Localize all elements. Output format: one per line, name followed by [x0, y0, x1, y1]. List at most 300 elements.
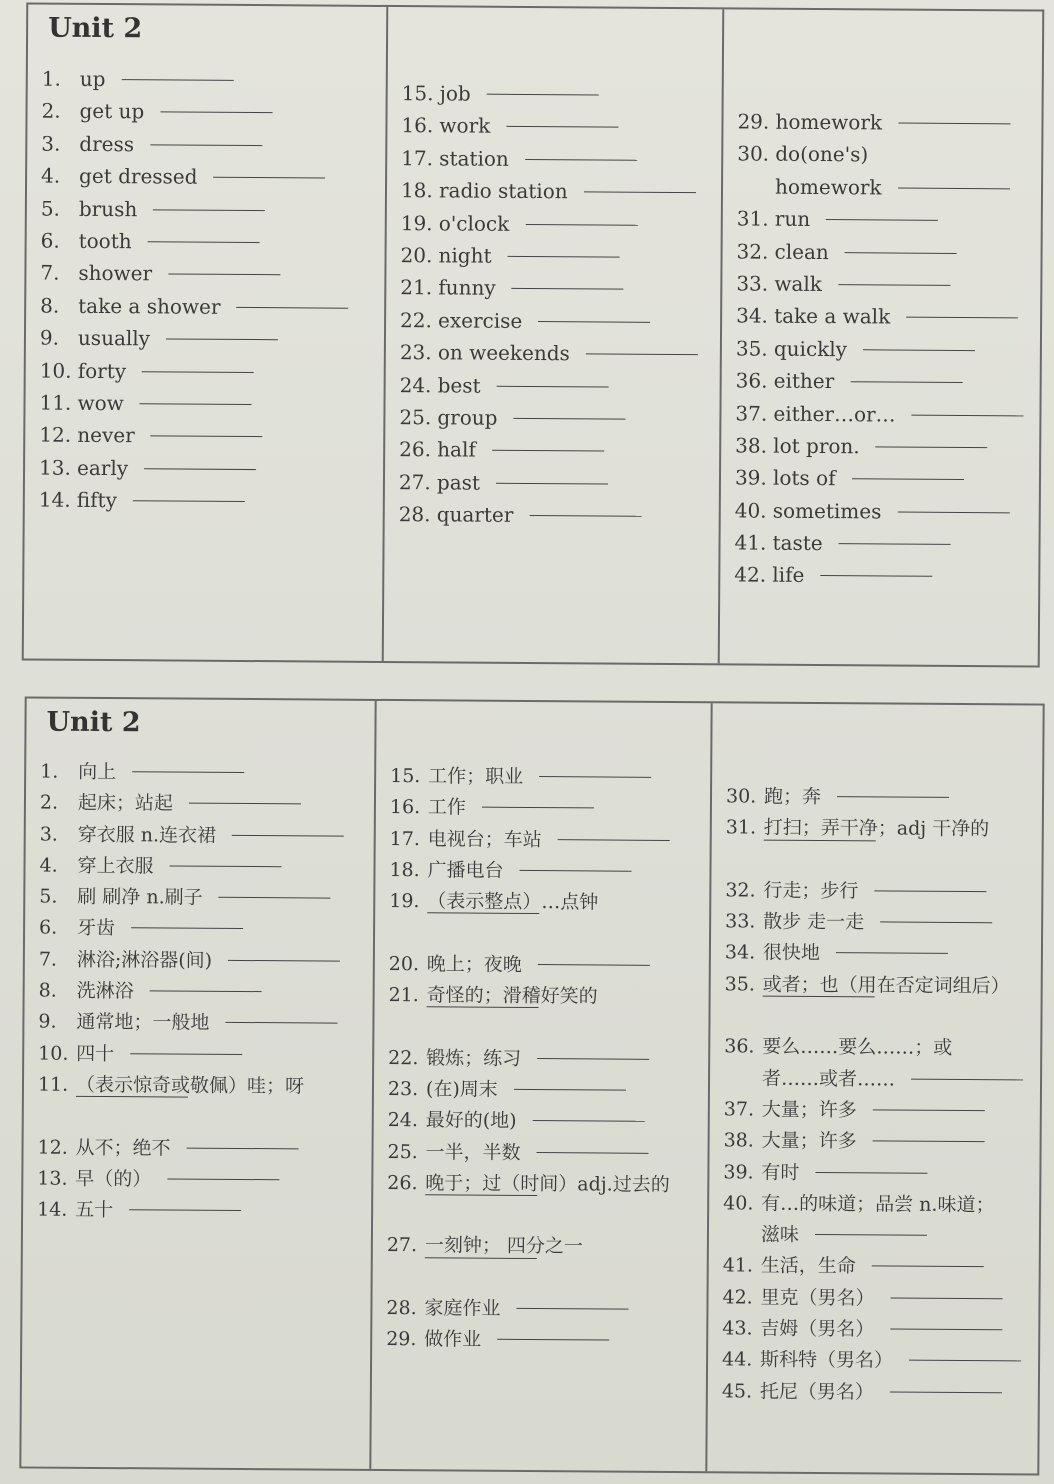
item-word: 最好的(地) [425, 1109, 517, 1133]
answer-blank[interactable] [133, 499, 245, 502]
item-word: o'clock [438, 210, 510, 236]
item-word: past [436, 470, 481, 495]
vocab-item [39, 976, 365, 1010]
vocab-item [389, 855, 701, 888]
vocab-item [725, 969, 1033, 1002]
answer-blank[interactable] [891, 1296, 1003, 1299]
item-word: 通常地；一般地 [76, 1011, 210, 1035]
item-word: 晚于；过（时间）adj.过去的 [425, 1172, 670, 1196]
item-number: 30. [725, 785, 757, 808]
vocab-item [399, 433, 711, 468]
answer-blank[interactable] [219, 896, 331, 899]
item-word: night [438, 243, 492, 268]
item-word: best [437, 372, 481, 398]
vocab-item [735, 429, 1031, 463]
answer-blank[interactable] [189, 802, 301, 805]
item-number: 3. [39, 823, 58, 846]
column-1 [24, 4, 387, 660]
answer-blank[interactable] [225, 1021, 337, 1024]
vocab-item [390, 792, 702, 825]
vocab-item [735, 494, 1031, 528]
answer-blank[interactable] [236, 306, 348, 309]
item-word: 要么……要么……；或 [762, 1035, 953, 1060]
answer-blank[interactable] [166, 338, 278, 341]
item-word: 大量；许多 [761, 1098, 857, 1122]
vocab-item [725, 875, 1033, 908]
item-word: 淋浴;淋浴器(间) [76, 948, 213, 972]
item-word: group [437, 405, 498, 430]
item-number: 35. [724, 973, 756, 996]
item-word: 一半，半数 [425, 1140, 521, 1164]
item-word: clean [774, 239, 829, 264]
vocab-item [40, 788, 366, 822]
answer-blank[interactable] [558, 838, 670, 841]
vocab-item [388, 1043, 700, 1076]
answer-blank[interactable] [142, 370, 254, 373]
answer-blank[interactable] [836, 952, 948, 955]
item-word: 斯科特（男名） [760, 1348, 894, 1372]
item-number: 39. [734, 465, 767, 490]
answer-blank[interactable] [516, 1307, 628, 1310]
answer-blank[interactable] [826, 218, 938, 221]
unit-title: Unit 2 [48, 12, 143, 45]
item-word: quarter [436, 502, 514, 527]
answer-blank[interactable] [537, 1151, 649, 1154]
item-number: 12. [39, 422, 72, 448]
item-number: 29. [386, 1328, 417, 1351]
answer-blank[interactable] [874, 889, 986, 892]
item-number: 1. [40, 760, 59, 783]
item-word: 行走；步行 [763, 879, 859, 903]
item-word: dress [79, 131, 135, 156]
item-word: 早（的） [75, 1167, 152, 1191]
answer-blank[interactable] [514, 417, 626, 420]
column-2 [382, 7, 723, 663]
column-2 [369, 701, 710, 1471]
vocab-item [734, 526, 1030, 560]
vocab-item [724, 1000, 1032, 1033]
english-word-panel [22, 2, 1045, 667]
vocab-item [41, 160, 377, 195]
item-number: 35. [735, 336, 768, 361]
item-number: 1. [41, 66, 61, 91]
vocab-item [39, 484, 375, 519]
answer-blank[interactable] [906, 316, 1018, 319]
answer-blank[interactable] [815, 1233, 927, 1236]
item-number: 28. [398, 502, 431, 527]
item-word: walk [774, 271, 823, 296]
answer-blank[interactable] [820, 574, 932, 577]
item-word: run [774, 206, 811, 232]
answer-blank[interactable] [497, 1338, 609, 1341]
item-number: 20. [400, 243, 433, 268]
vocab-item [389, 980, 701, 1013]
answer-blank[interactable] [187, 1146, 299, 1149]
item-number: 6. [40, 228, 60, 253]
item-number: 2. [39, 791, 59, 814]
vocab-item [399, 498, 711, 533]
item-word: early [76, 455, 129, 480]
item-word: 做作业 [424, 1328, 482, 1351]
answer-blank[interactable] [897, 510, 1009, 513]
answer-blank[interactable] [140, 402, 252, 405]
answer-blank[interactable] [148, 240, 260, 243]
vocab-item [722, 1313, 1030, 1346]
vocab-item [40, 257, 376, 292]
item-word: 打扫；弄干净；adj 干净的 [763, 816, 990, 841]
vocab-item [400, 336, 712, 371]
item-number: 19. [389, 890, 420, 913]
item-word: 大量；许多 [761, 1129, 857, 1153]
item-word: 者……或者…… [761, 1067, 896, 1091]
answer-blank[interactable] [160, 111, 272, 114]
unit-title: Unit 2 [46, 706, 141, 739]
item-word: 从不；绝不 [75, 1136, 171, 1160]
item-number: 23. [399, 340, 432, 365]
vocab-item [388, 1074, 700, 1107]
answer-blank[interactable] [533, 1119, 645, 1122]
answer-blank[interactable] [514, 1088, 626, 1091]
answer-blank[interactable] [584, 191, 696, 194]
answer-blank[interactable] [168, 273, 280, 276]
answer-blank[interactable] [872, 1265, 984, 1268]
answer-blank[interactable] [487, 93, 599, 96]
vocab-item [737, 203, 1033, 237]
item-number: 7. [40, 260, 60, 286]
answer-blank[interactable] [167, 1177, 279, 1180]
answer-blank[interactable] [839, 542, 951, 545]
item-number: 21. [400, 275, 433, 300]
vocab-item [722, 1282, 1030, 1315]
answer-blank[interactable] [512, 287, 624, 290]
item-number: 24. [387, 1109, 419, 1132]
answer-blank[interactable] [876, 445, 988, 448]
item-number: 34. [724, 941, 756, 965]
vocab-item [40, 757, 366, 791]
item-word: forty [77, 358, 127, 383]
item-number: 8. [38, 979, 57, 1002]
vocab-item [39, 419, 375, 454]
item-number: 25. [399, 404, 432, 430]
vocab-item [400, 271, 712, 306]
item-number: 36. [724, 1035, 755, 1058]
item-word: 工作；职业 [428, 765, 524, 788]
item-number: 5. [39, 885, 58, 908]
item-word: 很快地 [762, 942, 821, 965]
item-word: 电视台；车站 [427, 827, 542, 851]
item-number: 42. [722, 1286, 753, 1309]
item-word: 有…的味道；品尝 n.味道； [761, 1192, 995, 1217]
answer-blank[interactable] [873, 1140, 985, 1143]
vocab-item [387, 1199, 699, 1232]
item-number: 6. [39, 917, 58, 940]
item-word: lot pron. [773, 433, 860, 459]
answer-blank[interactable] [121, 78, 233, 81]
vocab-item [387, 1262, 699, 1295]
item-number: 9. [38, 1010, 57, 1034]
item-number: 13. [37, 1167, 68, 1190]
answer-blank[interactable] [838, 283, 950, 286]
vocab-item [38, 1070, 364, 1104]
item-word: sometimes [772, 498, 882, 524]
vocab-item [39, 850, 365, 884]
item-number: 30. [737, 141, 770, 167]
answer-blank[interactable] [845, 251, 957, 254]
vocab-item [39, 913, 365, 947]
answer-blank[interactable] [520, 869, 632, 872]
item-number: 39. [723, 1160, 754, 1184]
answer-blank[interactable] [132, 770, 244, 773]
answer-blank[interactable] [586, 352, 698, 355]
item-word: get dressed [79, 163, 198, 189]
item-word: brush [78, 196, 138, 221]
column-3 [718, 9, 1043, 665]
item-number: 4. [41, 163, 61, 188]
answer-blank[interactable] [144, 467, 256, 470]
vocab-item [401, 142, 713, 177]
item-number: 22. [388, 1046, 419, 1069]
item-word: funny [438, 275, 496, 301]
answer-blank[interactable] [837, 795, 949, 798]
item-number: 18. [389, 858, 420, 882]
vocab-item [399, 466, 711, 501]
item-word: fifty [76, 487, 117, 513]
vocab-item [736, 300, 1032, 334]
vocab-item [39, 882, 365, 916]
answer-blank[interactable] [909, 1359, 1021, 1362]
vocab-item [386, 1324, 698, 1357]
item-number: 17. [401, 145, 434, 171]
item-word: life [772, 563, 805, 588]
item-number: 37. [735, 400, 768, 426]
item-number: 32. [736, 238, 769, 264]
item-number: 43. [722, 1317, 753, 1340]
answer-blank[interactable] [890, 1390, 1002, 1393]
item-word: get up [79, 99, 145, 124]
item-number: 12. [37, 1136, 68, 1159]
item-word: homework [775, 109, 883, 135]
item-number: 20. [388, 952, 420, 975]
item-word: （表示整点）…点钟 [427, 890, 599, 914]
answer-blank[interactable] [880, 921, 992, 924]
answer-blank[interactable] [153, 208, 265, 211]
vocab-item [736, 267, 1032, 301]
answer-blank[interactable] [130, 1052, 242, 1055]
vocab-item [723, 1157, 1031, 1190]
item-number: 26. [387, 1171, 418, 1195]
item-word: 有时 [761, 1161, 800, 1184]
answer-blank[interactable] [506, 125, 618, 128]
item-number: 40. [734, 498, 767, 523]
answer-blank[interactable] [539, 775, 651, 778]
item-number: 33. [725, 910, 756, 933]
vocab-item [401, 207, 713, 242]
item-number: 15. [390, 765, 421, 788]
answer-blank[interactable] [898, 186, 1010, 189]
answer-blank[interactable] [525, 223, 637, 226]
answer-blank[interactable] [852, 478, 964, 481]
answer-blank[interactable] [538, 963, 650, 966]
vocab-item [39, 944, 365, 978]
item-number: 2. [41, 98, 61, 124]
item-word: (在)周末 [425, 1078, 498, 1101]
item-word: lots of [772, 465, 836, 491]
item-word: either [773, 368, 835, 394]
item-number: 24. [399, 372, 432, 397]
item-number: 40. [723, 1192, 754, 1215]
vocab-item [401, 109, 713, 144]
item-number: 7. [38, 948, 58, 971]
item-number: 38. [735, 433, 768, 458]
vocab-item [386, 1293, 698, 1326]
vocab-item [40, 354, 376, 389]
vocab-item [736, 365, 1032, 399]
vocab-item [388, 1011, 700, 1044]
item-number: 9. [39, 325, 60, 350]
column-3 [705, 703, 1042, 1473]
item-number: 32. [725, 879, 756, 902]
vocab-item [723, 1188, 1031, 1221]
vocab-item [724, 1032, 1032, 1065]
item-number: 33. [736, 271, 769, 296]
item-word: on weekends [437, 340, 570, 366]
item-number: 11. [37, 1073, 69, 1096]
answer-blank[interactable] [537, 1057, 649, 1060]
vocab-item [725, 938, 1033, 971]
vocab-item [723, 1251, 1031, 1284]
answer-blank[interactable] [496, 481, 608, 484]
answer-blank[interactable] [232, 833, 344, 836]
vocab-item [736, 332, 1032, 366]
answer-blank[interactable] [911, 1077, 1023, 1080]
answer-blank[interactable] [508, 255, 620, 258]
item-number: 31. [736, 206, 769, 231]
item-word: 或者；也（用在否定词组后） [762, 973, 1010, 998]
vocab-item [724, 1063, 1032, 1096]
chinese-meaning-panel [19, 696, 1044, 1475]
item-number: 38. [723, 1129, 754, 1152]
vocab-item [41, 192, 377, 227]
vocab-item [722, 1376, 1030, 1409]
item-word: wow [77, 390, 124, 416]
answer-blank[interactable] [525, 158, 637, 161]
item-word: up [79, 66, 106, 92]
vocab-item [735, 462, 1031, 496]
item-number: 27. [386, 1234, 418, 1257]
item-word: shower [78, 261, 153, 286]
answer-blank[interactable] [538, 320, 650, 323]
answer-blank[interactable] [863, 348, 975, 351]
vocab-item [737, 138, 1033, 172]
item-word: 起床；站起 [77, 792, 174, 815]
item-word: 吉姆（男名） [760, 1317, 875, 1341]
vocab-item [39, 386, 375, 421]
answer-blank[interactable] [131, 927, 243, 930]
item-number: 11. [39, 390, 72, 415]
vocab-item [726, 781, 1034, 814]
vocab-item [726, 813, 1034, 846]
item-number: 41. [722, 1254, 754, 1277]
item-word: usually [77, 325, 151, 351]
vocab-item [387, 1168, 699, 1201]
vocab-item [42, 63, 378, 98]
item-number: 41. [734, 530, 767, 555]
item-number: 45. [721, 1379, 753, 1403]
answer-blank[interactable] [129, 1208, 241, 1211]
answer-blank[interactable] [482, 806, 594, 809]
answer-blank[interactable] [492, 449, 604, 452]
answer-blank[interactable] [815, 1171, 927, 1174]
vocab-item [388, 1105, 700, 1138]
item-word: taste [772, 530, 823, 556]
item-word: tooth [78, 228, 132, 254]
item-word: exercise [438, 308, 523, 333]
answer-blank[interactable] [529, 514, 641, 517]
item-number: 28. [386, 1297, 417, 1320]
item-word: do(one's) [775, 142, 869, 167]
item-word: 散步 走一走 [763, 910, 865, 934]
vocab-item [40, 819, 366, 853]
vocab-item [737, 170, 1033, 204]
answer-blank[interactable] [890, 1328, 1002, 1331]
answer-blank[interactable] [497, 384, 609, 387]
vocab-item [40, 289, 376, 324]
item-word: 滋味 [760, 1223, 800, 1247]
vocab-item [37, 1195, 363, 1229]
item-word: 奇怪的；滑稽好笑的 [426, 984, 598, 1008]
answer-blank[interactable] [912, 413, 1024, 416]
answer-blank[interactable] [873, 1108, 985, 1111]
vocab-item [734, 559, 1030, 593]
answer-blank[interactable] [150, 989, 262, 992]
item-number: 10. [38, 1042, 69, 1065]
item-word: 锻炼；练习 [426, 1046, 522, 1070]
item-number: 5. [40, 196, 61, 221]
vocab-item [39, 451, 375, 486]
vocab-item [41, 95, 377, 130]
answer-blank[interactable] [170, 864, 282, 867]
item-number: 25. [387, 1140, 418, 1163]
item-word: 五十 [75, 1198, 114, 1222]
column-1 [21, 698, 374, 1468]
item-word: 晚上；夜晚 [426, 953, 522, 976]
vocab-item [400, 239, 712, 274]
vocab-item [399, 401, 711, 436]
vocab-item [38, 1101, 364, 1135]
item-word: station [439, 146, 509, 171]
item-word: 牙齿 [77, 917, 116, 940]
answer-blank[interactable] [228, 959, 340, 962]
answer-blank[interactable] [150, 143, 262, 146]
item-number: 29. [737, 109, 770, 134]
item-number: 37. [723, 1098, 755, 1121]
vocab-item [389, 917, 701, 950]
vocab-item [38, 1038, 364, 1072]
item-number: 17. [389, 827, 421, 850]
item-number: 21. [388, 984, 419, 1007]
answer-blank[interactable] [213, 176, 325, 179]
answer-blank[interactable] [151, 435, 263, 438]
item-word: radio station [438, 178, 568, 204]
item-word: quickly [773, 336, 848, 361]
vocab-item [40, 322, 376, 357]
item-number: 26. [399, 437, 432, 462]
item-number: 13. [38, 455, 71, 480]
answer-blank[interactable] [850, 380, 962, 383]
answer-blank[interactable] [898, 122, 1010, 125]
item-word: either…or… [773, 401, 896, 427]
vocab-item [400, 304, 712, 339]
